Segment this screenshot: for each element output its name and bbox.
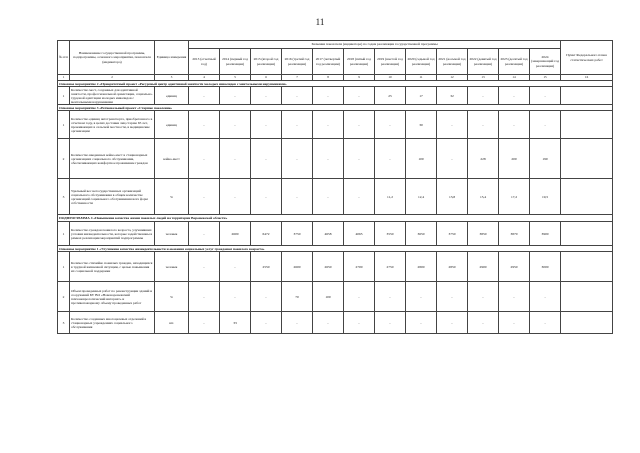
value-cell: - (282, 179, 313, 215)
value-cell: 2550 (251, 252, 282, 282)
value-cell: 4065 (344, 222, 375, 246)
value-cell: 2750 (375, 252, 406, 282)
value-cell: 2800 (406, 252, 437, 282)
year-header: 2024 (завершающий год реализации) (530, 49, 561, 75)
value-cell: 3870 (499, 222, 530, 246)
value-cell: 3850 (468, 222, 499, 246)
col-header-num: № п/п (58, 41, 70, 75)
value-cell: - (344, 139, 375, 179)
value-cell: 3650 (406, 222, 437, 246)
value-cell: - (220, 139, 251, 179)
source-cell (561, 87, 613, 105)
value-cell: - (251, 111, 282, 139)
value-cell: - (406, 312, 437, 334)
value-cell: 3750 (282, 222, 313, 246)
year-header: 2013 (отчетный год) (189, 49, 220, 75)
value-cell: - (251, 179, 282, 215)
row-number: 1 (58, 222, 70, 246)
indicator-name: Количество введенных койко-мест в стационарных организациях социального обслуживания, обеспечивающих комфортное проживание граждан (70, 139, 155, 179)
value-cell: 190 (530, 139, 561, 179)
value-cell: - (313, 111, 344, 139)
column-number: 13 (468, 75, 499, 81)
value-cell: 2650 (313, 252, 344, 282)
indicator-name: Объем проведенных работ по реконструкции зданий и сооружений БУ ВО «Нововоронежский психоневрологический интернат» и противопожарному объему проведенных работ (70, 282, 155, 312)
table-row (58, 179, 613, 215)
table-row (58, 87, 613, 105)
value-cell: - (468, 282, 499, 312)
year-header: 2015 (второй год реализации) (251, 49, 282, 75)
value-cell: - (189, 282, 220, 312)
column-number: 5 (220, 75, 251, 81)
value-cell: 200 (499, 139, 530, 179)
value-cell: - (344, 282, 375, 312)
value-cell: - (530, 87, 561, 105)
unit-cell: % (155, 282, 189, 312)
value-cell: 2600 (282, 252, 313, 282)
column-number: 14 (499, 75, 530, 81)
value-cell: 3000 (530, 252, 561, 282)
year-header: 2016 (третий год реализации) (282, 49, 313, 75)
subprogram-row (58, 215, 613, 222)
value-cell: - (344, 312, 375, 334)
value-cell: - (189, 312, 220, 334)
row-number: 3 (58, 179, 70, 215)
value-cell: - (313, 312, 344, 334)
indicator-name: Количество созданных многоцелевых отделений в стационарных учреждениях социального обслуживания (70, 312, 155, 334)
value-cell: - (499, 312, 530, 334)
value-cell: 25 (375, 87, 406, 105)
unit-cell: койко-мест (155, 139, 189, 179)
value-cell: 3550 (375, 222, 406, 246)
value-cell: - (251, 312, 282, 334)
value-cell: - (499, 87, 530, 105)
source-cell (561, 312, 613, 334)
value-cell: - (220, 111, 251, 139)
value-cell: - (220, 282, 251, 312)
value-cell: - (220, 252, 251, 282)
column-number: 11 (406, 75, 437, 81)
column-number: 2 (70, 75, 155, 81)
page-number: 11 (315, 17, 325, 27)
table-row (58, 139, 613, 179)
value-cell: - (437, 282, 468, 312)
column-number: 6 (251, 75, 282, 81)
value-cell: - (313, 179, 344, 215)
subprogram-title: ПОДПРОГРАММА 4 «Повышение качества жизни пожилых людей на территории Воронежской области» (58, 215, 613, 222)
section-title: Основное мероприятие 3 «Региональный проект «Старшее поколение» (58, 105, 613, 111)
value-cell: 100 (406, 139, 437, 179)
value-cell: - (189, 179, 220, 215)
value-cell: 2850 (437, 252, 468, 282)
value-cell: 17,2 (499, 179, 530, 215)
unit-cell: % (155, 179, 189, 215)
value-cell: - (251, 139, 282, 179)
value-cell: - (437, 111, 468, 139)
row-number: 3 (58, 312, 70, 334)
col-header-group: Значения показателя (индикатора) по годам реализации государственной программы (189, 41, 561, 49)
value-cell: - (530, 282, 561, 312)
value-cell: - (437, 139, 468, 179)
value-cell: 3900 (530, 222, 561, 246)
table-header (58, 41, 613, 81)
column-number: 16 (561, 75, 613, 81)
col-header-unit: Единица измерения (155, 41, 189, 75)
value-cell: 2900 (468, 252, 499, 282)
source-cell (561, 222, 613, 246)
value-cell: - (530, 312, 561, 334)
unit-cell: человек (155, 252, 189, 282)
unit-cell: единиц (155, 111, 189, 139)
value-cell: - (282, 111, 313, 139)
year-header: 2023 (десятый год реализации) (499, 49, 530, 75)
indicator-table (57, 40, 613, 334)
col-header-name: Наименование государственной программы, подпрограммы, основного мероприятия, показателя (индикатора) (70, 41, 155, 75)
value-cell: 2950 (499, 252, 530, 282)
unit-cell: шт. (155, 312, 189, 334)
value-cell: 32 (437, 87, 468, 105)
value-cell: - (468, 111, 499, 139)
column-number: 7 (282, 75, 313, 81)
row-number: 1 (58, 252, 70, 282)
section-title: Основное мероприятие 1 «Улучшение качества жизнедеятельности и оказания социальных услуг гражданам пожилого возраста» (58, 246, 613, 252)
value-cell: 2700 (344, 252, 375, 282)
value-cell: - (282, 87, 313, 105)
value-cell: - (344, 179, 375, 215)
row-number: 1 (58, 111, 70, 139)
value-cell: - (282, 139, 313, 179)
value-cell: 12,4 (406, 179, 437, 215)
value-cell: 70 (282, 282, 313, 312)
value-cell: - (530, 111, 561, 139)
value-cell: 228 (468, 139, 499, 179)
section-title: Основное мероприятие 2 «Приоритетный проект «Ресурсный центр адаптивной занятости молодых инвалидов с ментальными нарушениями» (58, 81, 613, 87)
table-row (58, 312, 613, 334)
year-header: 2021 (восьмой год реализации) (437, 49, 468, 75)
value-cell: - (375, 312, 406, 334)
table-row (58, 282, 613, 312)
value-cell: 6472 (251, 222, 282, 246)
value-cell: - (499, 282, 530, 312)
indicator-name: Количество граждан пожилого возраста, улучшивших условия жизнедеятельности, которые задействованы в рамках реализации мероприятий подпрограммы (70, 222, 155, 246)
column-number: 9 (344, 75, 375, 81)
value-cell: 3750 (437, 222, 468, 246)
column-number: 12 (437, 75, 468, 81)
value-cell: 4658 (313, 222, 344, 246)
value-cell: 100 (313, 282, 344, 312)
value-cell: - (468, 87, 499, 105)
value-cell: - (220, 87, 251, 105)
value-cell: - (437, 312, 468, 334)
year-header: 2019 (шестой год реализации) (375, 49, 406, 75)
value-cell: - (344, 111, 375, 139)
value-cell: - (406, 282, 437, 312)
row-number: 2 (58, 139, 70, 179)
year-header: 2018 (пятый год реализации) (344, 49, 375, 75)
value-cell: - (189, 87, 220, 105)
year-header: 2020 (седьмой год реализации) (406, 49, 437, 75)
value-cell: - (251, 87, 282, 105)
value-cell: - (189, 111, 220, 139)
unit-cell: единиц (155, 87, 189, 105)
row-number: 1 (58, 87, 70, 105)
value-cell: 15,4 (468, 179, 499, 215)
indicator-name: Удельный вес негосударственных организаций социального обслуживания в общем количестве организаций социального обслуживания всех форм собственности (70, 179, 155, 215)
value-cell: 19,5 (530, 179, 561, 215)
value-cell: 11,2 (375, 179, 406, 215)
value-cell: - (375, 111, 406, 139)
source-cell (561, 282, 613, 312)
table-row (58, 252, 613, 282)
value-cell: - (375, 139, 406, 179)
column-number: 10 (375, 75, 406, 81)
value-cell: - (344, 87, 375, 105)
value-cell: 13,8 (437, 179, 468, 215)
source-cell (561, 111, 613, 139)
table-row (58, 111, 613, 139)
column-number: 8 (313, 75, 344, 81)
indicator-table-wrap (57, 40, 612, 334)
source-cell (561, 139, 613, 179)
year-header: 2022 (девятый год реализации) (468, 49, 499, 75)
source-cell (561, 252, 613, 282)
value-cell: - (313, 87, 344, 105)
value-cell: - (189, 139, 220, 179)
table-row (58, 222, 613, 246)
column-number: 4 (189, 75, 220, 81)
col-header-source: Пункт Федерального плана статистических работ (561, 41, 613, 75)
value-cell: - (499, 111, 530, 139)
value-cell: 2600 (220, 222, 251, 246)
table-body (58, 81, 613, 334)
unit-cell: человек (155, 222, 189, 246)
value-cell: - (220, 179, 251, 215)
column-number: 1 (58, 75, 70, 81)
value-cell: - (282, 312, 313, 334)
row-number: 2 (58, 282, 70, 312)
indicator-name: Количество мест, созданных для адаптивной занятости, профессиональной ориентации, социально-трудовой адаптации молодых инвалидов с ментальными нарушениями (71, 87, 153, 104)
indicator-name: Количество стихийно пожилых граждан, находящихся в трудной жизненной ситуации, с целью повышения их социальной поддержки (70, 252, 155, 282)
year-header: 2014 (первый год реализации) (220, 49, 251, 75)
value-cell: 30 (406, 111, 437, 139)
year-header: 2017 (четвертый год реализации) (313, 49, 344, 75)
value-cell: - (313, 139, 344, 179)
value-cell: 17 (406, 87, 437, 105)
column-number: 15 (530, 75, 561, 81)
value-cell: - (375, 282, 406, 312)
source-cell (561, 179, 613, 215)
value-cell: - (251, 282, 282, 312)
column-number: 3 (155, 75, 189, 81)
value-cell: - (189, 252, 220, 282)
value-cell: - (189, 222, 220, 246)
value-cell: - (468, 312, 499, 334)
value-cell: 33 (220, 312, 251, 334)
indicator-name: Количество единиц автотранспорта, приобретенного в отчетном году, в целях доставки лиц старше 65 лет, проживающих в сельской местности, в медицинские организации (70, 111, 155, 139)
